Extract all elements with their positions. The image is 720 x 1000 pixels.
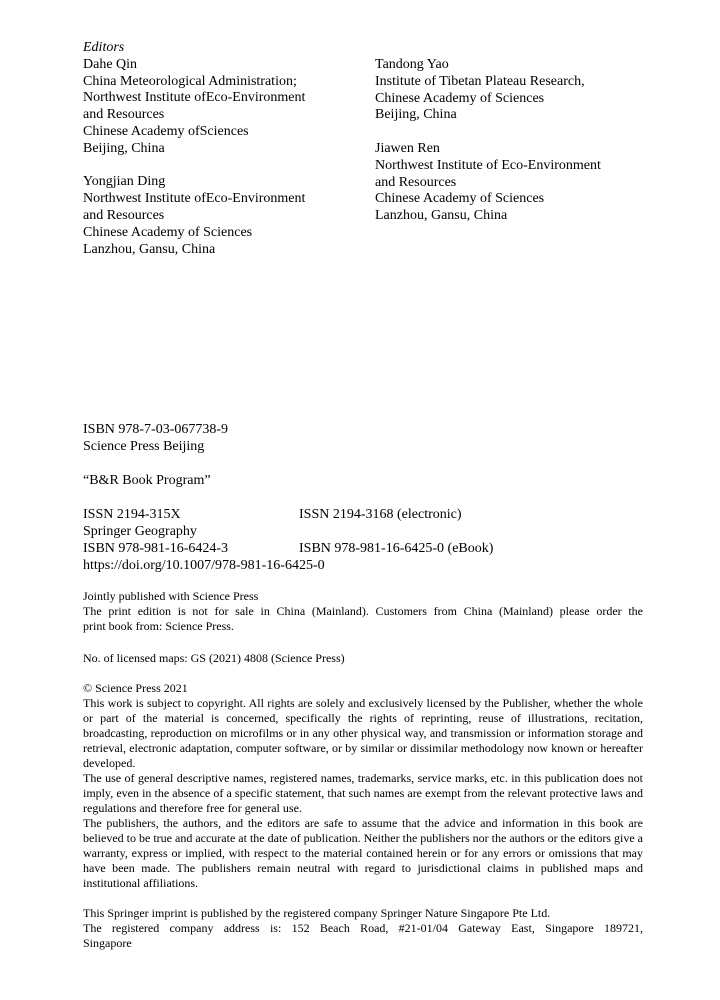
editor-affiliation-line: Beijing, China [83, 140, 165, 156]
series-name: Springer Geography [83, 524, 197, 539]
editor-block-ren [375, 141, 601, 225]
editors-heading: Editors [83, 40, 125, 55]
editor-affiliation-line: Northwest Institute of Eco-Environment [375, 157, 601, 173]
editor-affiliation-line: Lanzhou, Gansu, China [83, 241, 216, 257]
sale-notice-line: The print edition is not for sale in China (Mainland). Customers from China (Mainland) please order the [83, 604, 643, 618]
editor-affiliation-line: China Meteorological Administration; [83, 73, 297, 89]
editor-block-ding [83, 174, 305, 258]
address-line: The registered company address is: 152 Beach Road, #21-01/04 Gateway East, Singapore 189721, [83, 921, 643, 935]
imprint-block [83, 906, 643, 951]
disclaimer-paragraph: The publishers, the authors, and the editors are safe to assume that the advice and information in this book are believed to be true and accurate at the date of publication. Neither the publishers nor the authors or the editors give a warranty, express or implied, with respect to the material contained herein or for any errors or omissions that may have been made. The publishers remain neutral with regard to jurisdictional claims in published maps and institutional affiliations. [83, 816, 643, 890]
joint-publication-line: Jointly published with Science Press [83, 589, 259, 603]
editor-name: Yongjian Ding [83, 174, 166, 190]
doi-link[interactable]: https://doi.org/10.1007/978-981-16-6425-0 [83, 558, 325, 573]
copyright-line: © Science Press 2021 [83, 681, 188, 695]
editor-affiliation-line: and Resources [375, 174, 457, 190]
editor-name: Jiawen Ren [375, 140, 440, 156]
imprint-line: This Springer imprint is published by the registered company Springer Nature Singapore Pte Ltd. [83, 906, 551, 920]
editor-affiliation-line: and Resources [83, 207, 165, 223]
joint-publication-notice [83, 589, 643, 634]
isbn-ebook: ISBN 978-981-16-6425-0 (eBook) [299, 541, 494, 556]
editor-affiliation-line: Northwest Institute ofEco-Environment [83, 191, 306, 207]
names-paragraph: The use of general descriptive names, registered names, trademarks, service marks, etc. in this publication does not imply, even in the absence of a specific statement, that such names are exempt from the relevant protective laws and regulations and therefore free for general use. [83, 771, 643, 815]
editor-affiliation-line: Institute of Tibetan Plateau Research, [375, 73, 585, 89]
isbn-print: ISBN 978-981-16-6424-3 [83, 541, 229, 556]
isbn-china: ISBN 978-7-03-067738-9 [83, 422, 229, 437]
editor-affiliation-line: Beijing, China [375, 107, 457, 123]
editor-affiliation-line: Northwest Institute ofEco-Environment [83, 90, 306, 106]
copyright-block [83, 681, 643, 891]
program-name: “B&R Book Program” [83, 473, 211, 488]
address-line: Singapore [83, 936, 132, 950]
editor-affiliation-line: Chinese Academy ofSciences [83, 123, 249, 139]
editor-name: Dahe Qin [83, 56, 138, 72]
editor-affiliation-line: Chinese Academy of Sciences [375, 191, 545, 207]
editor-affiliation-line: and Resources [83, 107, 165, 123]
rights-paragraph: This work is subject to copyright. All rights are solely and exclusively licensed by the Publisher, whether the whole or part of the material is concerned, specifically the rights of reprinting, reuse of illustrations, recitation, broadcasting, reproduction on microfilms or in any other physical way, and transmission or information storage and retrieval, electronic adaptation, computer software, or by similar or dissimilar methodology now known or hereafter developed. [83, 696, 643, 770]
editor-affiliation-line: Lanzhou, Gansu, China [375, 208, 508, 224]
editor-affiliation-line: Chinese Academy of Sciences [375, 90, 545, 106]
sale-notice-line: print book from: Science Press. [83, 619, 234, 633]
issn-electronic: ISSN 2194-3168 (electronic) [299, 507, 462, 522]
licensed-maps: No. of licensed maps: GS (2021) 4808 (Science Press) [83, 651, 345, 665]
editor-block-yao [375, 57, 601, 124]
editor-name: Tandong Yao [375, 57, 449, 72]
publisher-china: Science Press Beijing [83, 438, 205, 454]
editor-affiliation-line: Chinese Academy of Sciences [83, 224, 253, 240]
issn-print: ISSN 2194-315X [83, 507, 181, 522]
editor-block-qin [83, 57, 305, 158]
editors-right-column [375, 57, 601, 225]
isbn-china-block [83, 422, 228, 456]
editors-left-column [83, 40, 305, 258]
